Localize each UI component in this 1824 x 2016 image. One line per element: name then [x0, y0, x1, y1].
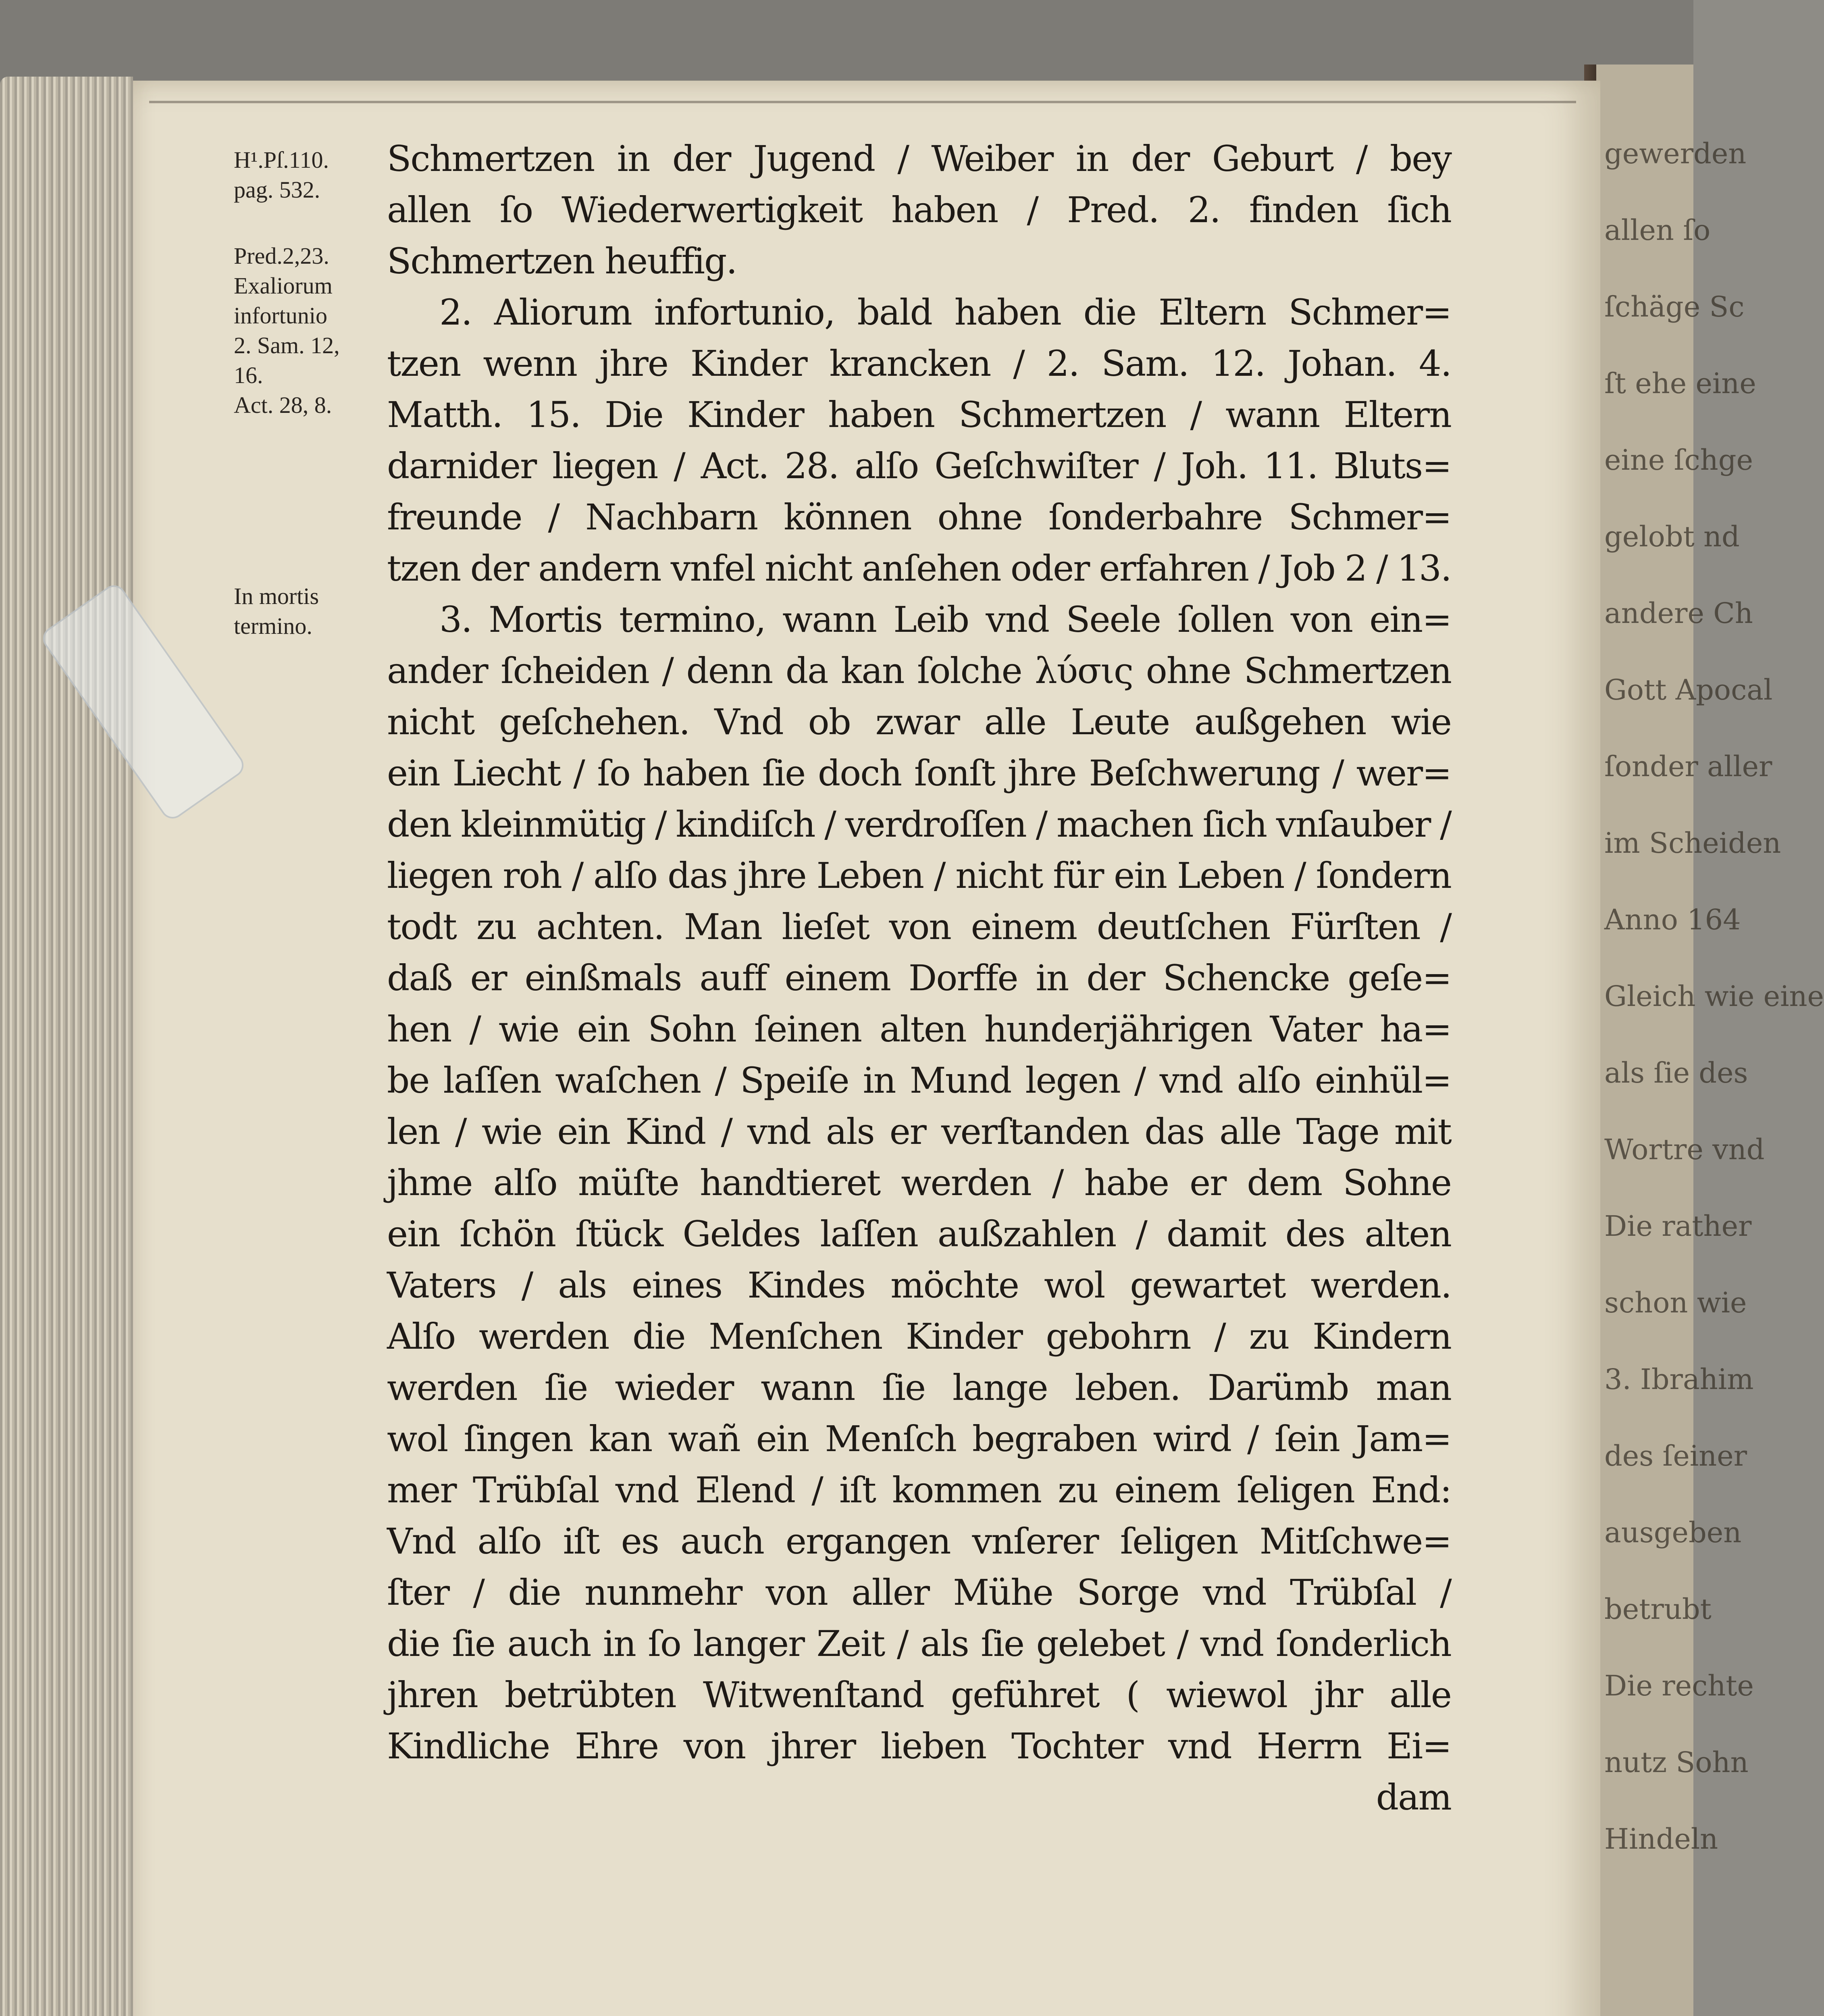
- text-line: liegen roh / alſo das jhre Leben / nicht für ein Leben / ſondern: [387, 855, 1451, 896]
- text-line: Kindliche Ehre von jhrer lieben Tochter vnd Herrn Ei=: [387, 1725, 1451, 1767]
- text-line: jhren betrübten Witwenſtand geführet ( wiewol jhr alle: [387, 1674, 1451, 1716]
- facing-page-line: ausgeben: [1604, 1516, 1742, 1549]
- text-line: Vaters / als eines Kindes möchte wol gewartet werden.: [387, 1264, 1451, 1306]
- facing-page-line: ſt ehe eine: [1604, 367, 1756, 400]
- facing-page-line: Wortre vnd: [1604, 1133, 1765, 1166]
- margin-note: termino.: [234, 613, 312, 639]
- text-line: allen ſo Wiederwertigkeit haben / Pred. 2. finden ſich: [387, 189, 1451, 231]
- margin-note: Act. 28, 8.: [234, 392, 332, 418]
- facing-page-line: ſonder aller: [1604, 750, 1772, 783]
- text-line: ander ſcheiden / denn da kan ſolche λύσις ohne Schmertzen: [387, 650, 1451, 691]
- text-line: freunde / Nachbarn können ohne ſonderbahre Schmer=: [387, 496, 1451, 538]
- text-line: den kleinmütig / kindiſch / verdroſſen / machen ſich vnſauber /: [387, 804, 1451, 845]
- text-line: Alſo werden die Menſchen Kinder gebohrn / zu Kindern: [387, 1316, 1451, 1357]
- text-line: Schmertzen heuffig.: [387, 240, 737, 282]
- text-line: darnider liegen / Act. 28. alſo Geſchwiſter / Joh. 11. Bluts=: [387, 445, 1451, 487]
- facing-page-line: nutz Sohn: [1604, 1746, 1749, 1779]
- text-line: werden ſie wieder wann ſie lange leben. Darümb man: [387, 1367, 1451, 1408]
- text-line: Vnd alſo iſt es auch ergangen vnſerer ſeligen Mitſchwe=: [387, 1520, 1451, 1562]
- facing-page-line: Anno 164: [1604, 903, 1741, 936]
- text-line: daß er einßmals auff einem Dorffe in der Schencke geſe=: [387, 957, 1451, 999]
- facing-page-line: Gott Apocal: [1604, 673, 1773, 706]
- top-rule: [149, 101, 1576, 103]
- text-line: 3. Mortis termino, wann Leib vnd Seele ſollen von ein=: [439, 599, 1451, 640]
- margin-note: 16.: [234, 362, 263, 388]
- body-text: [387, 133, 1451, 1823]
- text-line: ein ſchön ſtück Geldes laſſen außzahlen / damit des alten: [387, 1213, 1451, 1255]
- text-line: nicht geſchehen. Vnd ob zwar alle Leute außgehen wie: [387, 701, 1451, 743]
- facing-page-line: Hindeln: [1604, 1822, 1718, 1856]
- margin-note: pag. 532.: [234, 177, 320, 203]
- text-line: Schmertzen in der Jugend / Weiber in der Geburt / bey: [387, 138, 1451, 179]
- text-line: die ſie auch in ſo langer Zeit / als ſie gelebet / vnd ſonderlich: [387, 1623, 1451, 1664]
- margin-note: Pred.2,23.: [234, 243, 329, 269]
- facing-page-line: gelobt nd: [1604, 520, 1740, 553]
- text-line: mer Trübſal vnd Elend / iſt kommen zu einem ſeligen End:: [387, 1469, 1451, 1511]
- facing-page-line: gewerden: [1604, 137, 1747, 170]
- facing-page-line: 3. Ibrahim: [1604, 1363, 1754, 1396]
- facing-page: [1596, 65, 1824, 2016]
- facing-page-line: ſchäge Sc: [1604, 290, 1745, 323]
- text-line: 2. Aliorum infortunio, bald haben die Eltern Schmer=: [439, 292, 1451, 333]
- facing-page-line: allen ſo: [1604, 214, 1711, 247]
- text-line: ſter / die nunmehr von aller Mühe Sorge vnd Trübſal /: [387, 1572, 1451, 1613]
- facing-page-line: andere Ch: [1604, 597, 1753, 630]
- page-edges: [0, 77, 133, 2016]
- facing-page-line: als ſie des: [1604, 1056, 1748, 1089]
- facing-page-line: schon wie: [1604, 1286, 1747, 1319]
- margin-note: Exaliorum: [234, 273, 333, 299]
- text-line: wol ſingen kan wañ ein Menſch begraben wird / ſein Jam=: [387, 1418, 1451, 1460]
- margin-note: 2. Sam. 12,: [234, 332, 340, 358]
- text-line: dam: [1376, 1776, 1451, 1818]
- facing-page-line: eine ſchge: [1604, 444, 1753, 477]
- text-line: len / wie ein Kind / vnd als er verſtanden das alle Tage mit: [387, 1111, 1451, 1152]
- margin-note: In mortis: [234, 583, 319, 609]
- text-line: Matth. 15. Die Kinder haben Schmertzen / wann Eltern: [387, 394, 1451, 435]
- facing-page-line: im Scheiden: [1604, 827, 1781, 860]
- facing-page-line: Gleich wie eine: [1604, 980, 1824, 1013]
- text-line: tzen der andern vnfel nicht anſehen oder erfahren / Job 2 / 13.: [387, 548, 1451, 589]
- text-line: hen / wie ein Sohn ſeinen alten hunderjährigen Vater ha=: [387, 1008, 1451, 1050]
- text-line: todt zu achten. Man lieſet von einem deutſchen Fürſten /: [387, 906, 1451, 948]
- margin-note: infortunio: [234, 302, 327, 329]
- facing-page-line: Die rather: [1604, 1210, 1752, 1243]
- margin-note: H¹.Pſ.110.: [234, 147, 329, 173]
- text-line: tzen wenn jhre Kinder krancken / 2. Sam. 12. Johan. 4.: [387, 343, 1451, 384]
- text-line: ein Liecht / ſo haben ſie doch ſonſt jhre Beſchwerung / wer=: [387, 752, 1451, 794]
- facing-page-line: betrubt: [1604, 1593, 1712, 1626]
- text-line: jhme alſo müſte handtieret werden / habe er dem Sohne: [387, 1162, 1451, 1204]
- facing-page-line: Die rechte: [1604, 1669, 1754, 1702]
- facing-page-line: des ſeiner: [1604, 1439, 1747, 1472]
- text-line: be laſſen waſchen / Speiſe in Mund legen / vnd alſo einhül=: [387, 1060, 1451, 1101]
- margin-notes: [234, 145, 403, 641]
